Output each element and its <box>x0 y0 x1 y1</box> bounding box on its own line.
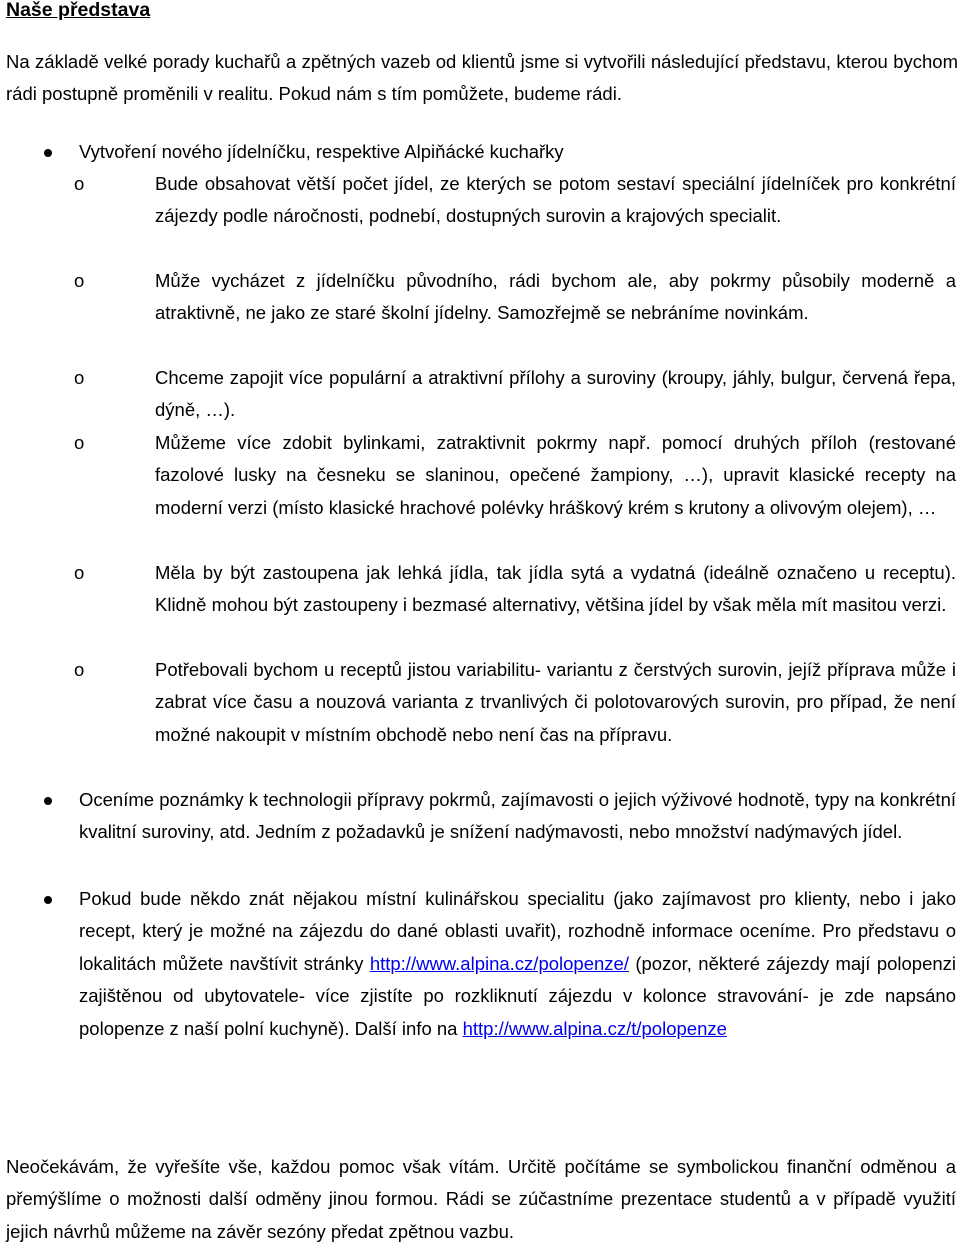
circle-bullet-icon: o <box>74 173 85 194</box>
polopenze-info-link[interactable]: http://www.alpina.cz/t/polopenze <box>462 1017 727 1039</box>
bullet-text-part1: Pokud bude někdo znát nějakou místní kulinářskou specialitu (jako zajímavost pro klienty, nebo i jako recept, který je možné na zájezdu do dané oblasti uvařit), rozhodně informace oceníme. Pro představu o lokalitách můžete navštívit stránky <box>79 888 956 974</box>
sub-item-text: Můžeme více zdobit bylinkami, zatraktivnit pokrmy např. pomocí druhých příloh (restované fazolové lusky na česneku se slaninou, opečené žampiony, …), upravit klasické recepty na moderní verzi (místo klasické hrachové polévky hráškový krém s krutony a olivovým olejem), … <box>155 432 956 518</box>
circle-bullet-icon: o <box>74 367 85 388</box>
sub-item-text: Chceme zapojit více populární a atraktivní přílohy a suroviny (kroupy, jáhly, bulgur, červená řepa, dýně, …). <box>155 367 956 421</box>
sub-item-text: Potřebovali bychom u receptů jistou variabilitu- variantu z čerstvých surovin, jejíž příprava může i zabrat více času a nouzová varianta z trvanlivých či polotovarových surovin, pro případ, že není možné nakoupit v místním obchodě nebo není čas na přípravu. <box>155 659 956 745</box>
sub-item-text: Může vycházet z jídelníčku původního, rádi bychom ale, aby pokrmy působily moderně a atraktivně, ne jako ze staré školní jídelny. Samozřejmě se nebráníme novinkám. <box>155 270 956 324</box>
sub-item-text: Měla by být zastoupena jak lehká jídla, tak jídla sytá a vydatná (ideálně označeno u receptu). Klidně mohou být zastoupeny i bezmasé alternativy, většina jídel by však měla mít masitou verzi. <box>155 562 956 616</box>
closing-paragraph: Neočekávám, že vyřešíte vše, každou pomoc však vítám. Určitě počítáme se symbolickou finanční odměnou a přemýšlíme o možnosti další odměny jinou formou. Rádi se zúčastníme prezentace studentů a v případě využití jejich návrhů můžeme na závěr sezóny předat zpětnou vazbu. <box>6 1156 956 1242</box>
circle-bullet-icon: o <box>74 432 85 453</box>
document-heading: Naše představa <box>6 0 151 21</box>
bullet-icon <box>44 797 52 805</box>
bullet-text <box>79 883 956 1045</box>
bullet-text: Oceníme poznámky k technologii přípravy pokrmů, zajímavosti o jejich výživové hodnotě, typy na konkrétní kvalitní suroviny, atd. Jedním z požadavků je snížení nadýmavosti, nebo množství nadýmavých jídel. <box>79 789 956 843</box>
circle-bullet-icon: o <box>74 659 85 680</box>
bullet-icon <box>44 896 52 904</box>
bullet-text-part2: (pozor, některé zájezdy mají polopenzi zajištěnou od ubytovatele- více zjistíte po rozkliknutí zájezdu v koloncе stravování- je zde napsáno polopenze z naší polní kuchyně). Další info na <box>79 952 957 1039</box>
circle-bullet-icon: o <box>74 270 85 291</box>
polopenze-link[interactable]: http://www.alpina.cz/polopenze/ <box>369 952 629 974</box>
bullet-icon <box>44 149 52 157</box>
intro-paragraph: Na základě velké porady kuchařů a zpětných vazeb od klientů jsme si vytvořili následující představu, kterou bychom rádi postupně proměnili v realitu. Pokud nám s tím pomůžete, budeme rádi. <box>6 51 958 105</box>
sub-item-text: Bude obsahovat větší počet jídel, ze kterých se potom sestaví speciální jídelníček pro konkrétní zájezdy podle náročnosti, podnebí, dostupných surovin a krajových specialit. <box>155 173 956 227</box>
bullet-text: Vytvoření nového jídelníčku, respektive Alpiňácké kuchařky <box>79 141 564 162</box>
circle-bullet-icon: o <box>74 562 85 583</box>
